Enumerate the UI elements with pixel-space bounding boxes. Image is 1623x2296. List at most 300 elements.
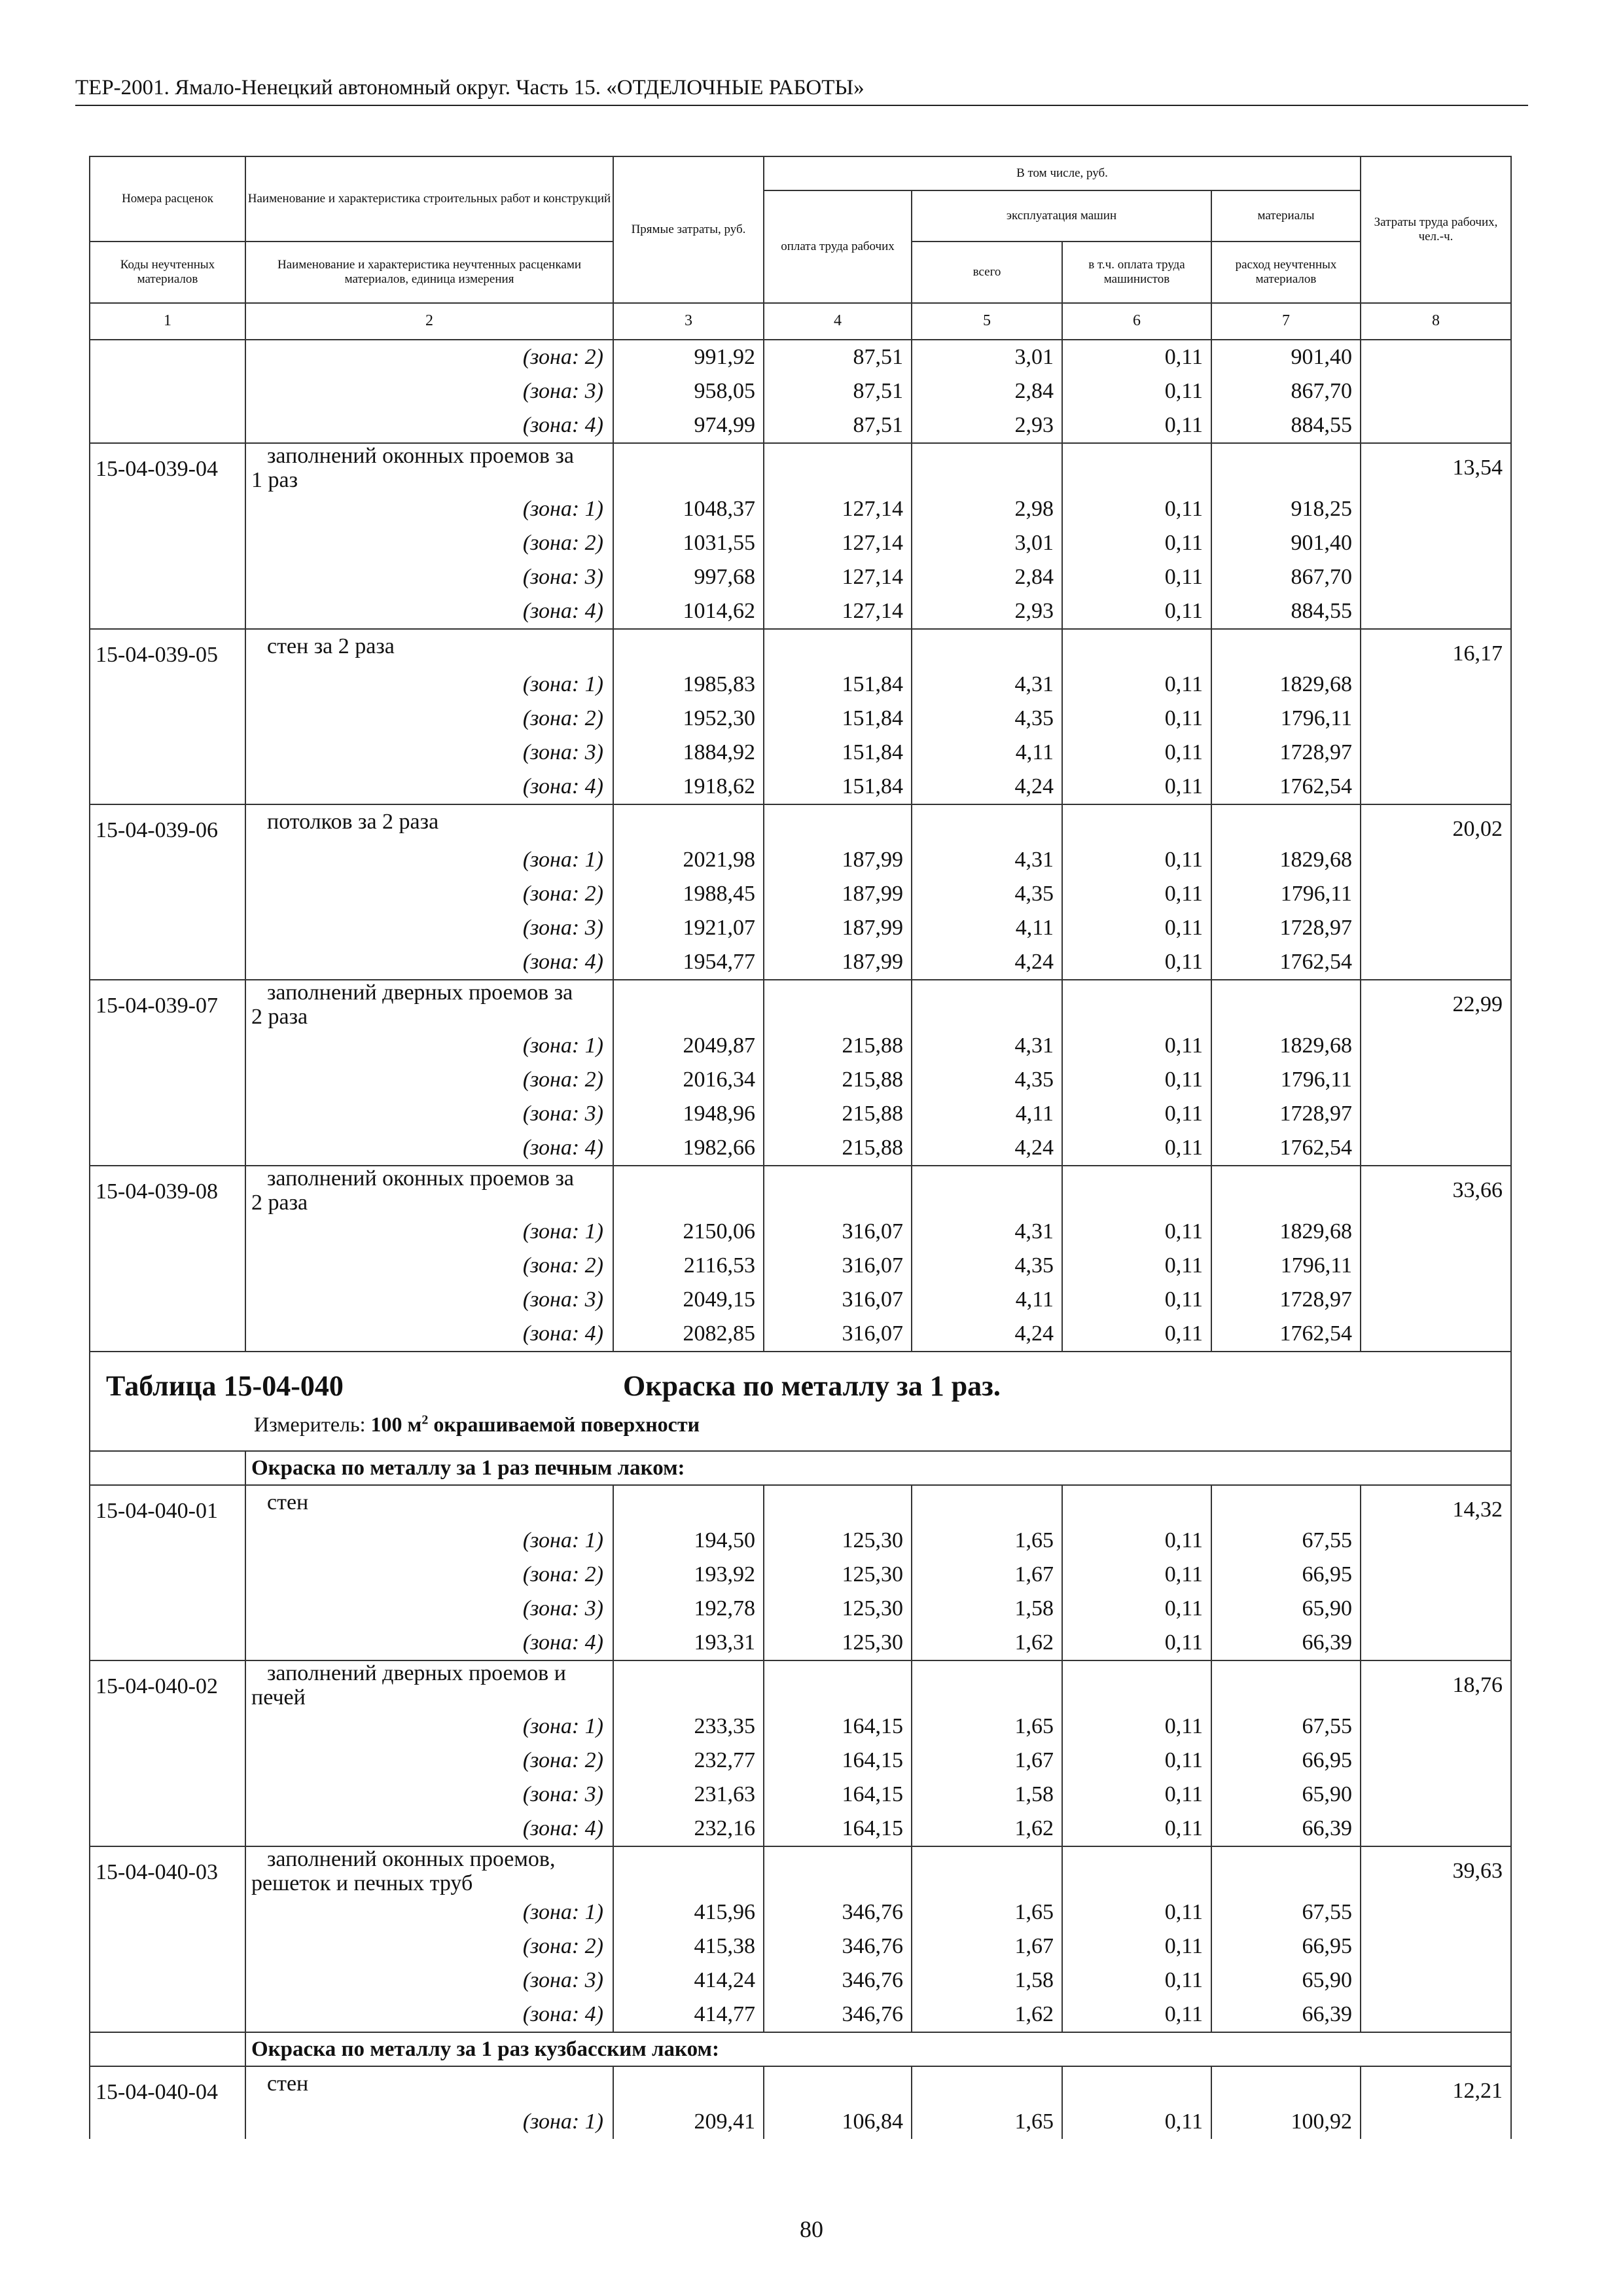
value-cell: 1796,11	[1211, 877, 1361, 911]
table-meter	[254, 1412, 700, 1437]
value-cell: 0,11	[1062, 408, 1211, 443]
empty-cell	[764, 1485, 912, 1524]
labor-cell-empty	[1361, 594, 1511, 629]
col-name: Наименование и характеристика строительных работ и конструкций	[245, 156, 613, 242]
value-cell: 0,11	[1062, 736, 1211, 770]
value-cell: 0,11	[1062, 1317, 1211, 1352]
col-number: 7	[1211, 303, 1361, 340]
value-cell: 901,40	[1211, 340, 1361, 374]
empty-cell	[1062, 1660, 1211, 1710]
value-cell: 1829,68	[1211, 843, 1361, 877]
zone-label: (зона: 3)	[245, 374, 613, 408]
value-cell: 0,11	[1062, 1558, 1211, 1592]
table-row	[90, 877, 1511, 911]
value-cell: 2049,15	[613, 1283, 764, 1317]
empty-cell	[1062, 804, 1211, 843]
rate-group-header	[90, 980, 1511, 1029]
zone-label: (зона: 2)	[245, 526, 613, 560]
value-cell: 4,35	[912, 1063, 1062, 1097]
labor-cell-empty	[1361, 1778, 1511, 1812]
empty-cell	[1211, 804, 1361, 843]
empty-cell	[1211, 629, 1361, 668]
value-cell: 0,11	[1062, 594, 1211, 629]
table-row	[90, 945, 1511, 980]
table-row	[90, 492, 1511, 526]
table-row	[90, 526, 1511, 560]
code-cell-empty	[90, 1778, 245, 1812]
value-cell: 66,95	[1211, 1929, 1361, 1964]
table-row	[90, 1063, 1511, 1097]
labor-cost: 12,21	[1361, 2066, 1511, 2105]
col-materials-consumption: расход неучтенных материалов	[1211, 242, 1361, 303]
zone-label: (зона: 3)	[245, 1778, 613, 1812]
code-cell-empty	[90, 594, 245, 629]
value-cell: 346,76	[764, 1929, 912, 1964]
table-row	[90, 1524, 1511, 1558]
zone-label: (зона: 1)	[245, 1710, 613, 1744]
empty-cell	[90, 1451, 245, 1485]
labor-cell-empty	[1361, 2105, 1511, 2139]
value-cell: 4,11	[912, 1283, 1062, 1317]
empty-cell	[613, 1166, 764, 1215]
zone-label: (зона: 1)	[245, 1895, 613, 1929]
value-cell: 316,07	[764, 1317, 912, 1352]
zone-label: (зона: 2)	[245, 1063, 613, 1097]
value-cell: 0,11	[1062, 340, 1211, 374]
subsection-row	[90, 1451, 1511, 1485]
rate-code: 15-04-040-04	[90, 2066, 245, 2105]
empty-cell	[613, 1846, 764, 1895]
labor-cell-empty	[1361, 1592, 1511, 1626]
value-cell: 187,99	[764, 945, 912, 980]
col-direct-costs: Прямые затраты, руб.	[613, 156, 764, 303]
rate-group-header	[90, 2066, 1511, 2105]
value-cell: 1829,68	[1211, 668, 1361, 702]
labor-cell-empty	[1361, 945, 1511, 980]
table-row	[90, 1710, 1511, 1744]
code-cell-empty	[90, 702, 245, 736]
labor-cell-empty	[1361, 1097, 1511, 1131]
value-cell: 2021,98	[613, 843, 764, 877]
value-cell: 215,88	[764, 1131, 912, 1166]
value-cell: 1,65	[912, 2105, 1062, 2139]
labor-cell-empty	[1361, 1812, 1511, 1846]
value-cell: 151,84	[764, 770, 912, 804]
value-cell: 232,16	[613, 1812, 764, 1846]
col-wages: оплата труда рабочих	[764, 190, 912, 303]
subsection-title: Окраска по металлу за 1 раз печным лаком:	[245, 1451, 1511, 1485]
table-row	[90, 1812, 1511, 1846]
value-cell: 65,90	[1211, 1592, 1361, 1626]
table-row	[90, 1998, 1511, 2032]
empty-cell	[613, 443, 764, 492]
zone-label: (зона: 4)	[245, 408, 613, 443]
code-cell-empty	[90, 1097, 245, 1131]
value-cell: 0,11	[1062, 945, 1211, 980]
value-cell: 1,67	[912, 1744, 1062, 1778]
labor-cost: 13,54	[1361, 443, 1511, 492]
value-cell: 4,31	[912, 1215, 1062, 1249]
code-cell-empty	[90, 1710, 245, 1744]
value-cell: 232,77	[613, 1744, 764, 1778]
empty-cell	[1211, 443, 1361, 492]
value-cell: 0,11	[1062, 492, 1211, 526]
table-row	[90, 1929, 1511, 1964]
labor-cell-empty	[1361, 374, 1511, 408]
value-cell: 0,11	[1062, 1812, 1211, 1846]
value-cell: 0,11	[1062, 1964, 1211, 1998]
value-cell: 0,11	[1062, 877, 1211, 911]
value-cell: 125,30	[764, 1626, 912, 1660]
empty-cell	[90, 2032, 245, 2066]
value-cell: 209,41	[613, 2105, 764, 2139]
value-cell: 125,30	[764, 1524, 912, 1558]
value-cell: 67,55	[1211, 1710, 1361, 1744]
value-cell: 2,93	[912, 594, 1062, 629]
zone-label: (зона: 2)	[245, 1558, 613, 1592]
value-cell: 164,15	[764, 1744, 912, 1778]
col-number: 8	[1361, 303, 1511, 340]
value-cell: 0,11	[1062, 1998, 1211, 2032]
value-cell: 1988,45	[613, 877, 764, 911]
value-cell: 164,15	[764, 1710, 912, 1744]
table-title-block	[90, 1352, 1510, 1450]
table-row	[90, 1964, 1511, 1998]
value-cell: 2,98	[912, 492, 1062, 526]
zone-label: (зона: 1)	[245, 1029, 613, 1063]
value-cell: 346,76	[764, 1895, 912, 1929]
empty-cell	[613, 980, 764, 1029]
table-row	[90, 374, 1511, 408]
code-cell-empty	[90, 770, 245, 804]
table-row	[90, 1778, 1511, 1812]
zone-label: (зона: 3)	[245, 1592, 613, 1626]
code-cell-empty	[90, 1929, 245, 1964]
labor-cell-empty	[1361, 526, 1511, 560]
col-machines-wages: в т.ч. оплата труда машинистов	[1062, 242, 1211, 303]
table-row	[90, 1626, 1511, 1660]
labor-cost: 33,66	[1361, 1166, 1511, 1215]
empty-cell	[1211, 1660, 1361, 1710]
subsection-row	[90, 2032, 1511, 2066]
value-cell: 1948,96	[613, 1097, 764, 1131]
value-cell: 415,38	[613, 1929, 764, 1964]
empty-cell	[912, 2066, 1062, 2105]
table-row	[90, 702, 1511, 736]
value-cell: 4,31	[912, 1029, 1062, 1063]
value-cell: 0,11	[1062, 526, 1211, 560]
rate-code: 15-04-039-06	[90, 804, 245, 843]
col-machines-total: всего	[912, 242, 1062, 303]
table-row	[90, 408, 1511, 443]
labor-cell-empty	[1361, 1524, 1511, 1558]
header-numbers-row	[90, 303, 1511, 340]
code-cell-empty	[90, 911, 245, 945]
zone-label: (зона: 2)	[245, 1744, 613, 1778]
value-cell: 164,15	[764, 1778, 912, 1812]
labor-cell-empty	[1361, 1029, 1511, 1063]
labor-cell-empty	[1361, 1710, 1511, 1744]
empty-cell	[912, 1166, 1062, 1215]
col-number: 1	[90, 303, 245, 340]
meter-sup: 2	[421, 1412, 429, 1427]
rate-group-header	[90, 443, 1511, 492]
value-cell: 0,11	[1062, 843, 1211, 877]
table-row	[90, 1895, 1511, 1929]
value-cell: 346,76	[764, 1964, 912, 1998]
value-cell: 67,55	[1211, 1524, 1361, 1558]
value-cell: 4,24	[912, 770, 1062, 804]
value-cell: 958,05	[613, 374, 764, 408]
value-cell: 1762,54	[1211, 770, 1361, 804]
value-cell: 1,67	[912, 1558, 1062, 1592]
value-cell: 2150,06	[613, 1215, 764, 1249]
value-cell: 2,84	[912, 560, 1062, 594]
rate-group-header	[90, 1485, 1511, 1524]
table-row	[90, 2105, 1511, 2139]
value-cell: 187,99	[764, 843, 912, 877]
value-cell: 127,14	[764, 594, 912, 629]
value-cell: 0,11	[1062, 1524, 1211, 1558]
empty-cell	[1062, 1485, 1211, 1524]
value-cell: 2116,53	[613, 1249, 764, 1283]
value-cell: 4,24	[912, 945, 1062, 980]
labor-cell-empty	[1361, 843, 1511, 877]
value-cell: 0,11	[1062, 770, 1211, 804]
empty-cell	[613, 2066, 764, 2105]
empty-cell	[764, 629, 912, 668]
code-cell-empty	[90, 1063, 245, 1097]
value-cell: 2082,85	[613, 1317, 764, 1352]
zone-label: (зона: 2)	[245, 340, 613, 374]
value-cell: 4,31	[912, 843, 1062, 877]
empty-cell	[764, 980, 912, 1029]
code-cell-empty	[90, 877, 245, 911]
rate-code: 15-04-040-02	[90, 1660, 245, 1710]
value-cell: 1762,54	[1211, 1317, 1361, 1352]
empty-cell	[1062, 2066, 1211, 2105]
zone-label: (зона: 4)	[245, 1998, 613, 2032]
rate-name-line2: 2 раза	[251, 1005, 308, 1029]
labor-cell-empty	[1361, 1998, 1511, 2032]
table-row	[90, 1249, 1511, 1283]
labor-cell-empty	[1361, 736, 1511, 770]
subsection-title: Окраска по металлу за 1 раз кузбасским лаком:	[245, 2032, 1511, 2066]
code-cell-empty	[90, 1895, 245, 1929]
value-cell: 316,07	[764, 1249, 912, 1283]
value-cell: 0,11	[1062, 911, 1211, 945]
value-cell: 0,11	[1062, 2105, 1211, 2139]
labor-cell-empty	[1361, 1249, 1511, 1283]
zone-label: (зона: 4)	[245, 594, 613, 629]
col-including: В том числе, руб.	[764, 156, 1361, 190]
value-cell: 194,50	[613, 1524, 764, 1558]
table-row	[90, 340, 1511, 374]
table-row	[90, 594, 1511, 629]
value-cell: 4,35	[912, 877, 1062, 911]
value-cell: 1982,66	[613, 1131, 764, 1166]
value-cell: 231,63	[613, 1778, 764, 1812]
rate-name-line1: стен	[267, 1490, 309, 1515]
labor-cost: 20,02	[1361, 804, 1511, 843]
value-cell: 0,11	[1062, 1626, 1211, 1660]
value-cell: 918,25	[1211, 492, 1361, 526]
value-cell: 2016,34	[613, 1063, 764, 1097]
value-cell: 1829,68	[1211, 1029, 1361, 1063]
empty-cell	[912, 629, 1062, 668]
labor-cell-empty	[1361, 408, 1511, 443]
value-cell: 1952,30	[613, 702, 764, 736]
rate-group-header	[90, 804, 1511, 843]
zone-label: (зона: 1)	[245, 668, 613, 702]
rate-name-cell	[245, 629, 613, 668]
rate-group-header	[90, 1660, 1511, 1710]
labor-cell-empty	[1361, 1895, 1511, 1929]
value-cell: 0,11	[1062, 702, 1211, 736]
meter-value-b: окрашиваемой поверхности	[428, 1412, 700, 1436]
value-cell: 127,14	[764, 492, 912, 526]
table-description: Окраска по металлу за 1 раз.	[623, 1370, 1001, 1402]
table-title-row	[90, 1352, 1511, 1451]
value-cell: 127,14	[764, 560, 912, 594]
value-cell: 193,31	[613, 1626, 764, 1660]
rates-table-wrapper	[89, 156, 1510, 2139]
table-row	[90, 668, 1511, 702]
labor-cell-empty	[1361, 668, 1511, 702]
zone-label: (зона: 4)	[245, 1131, 613, 1166]
value-cell: 65,90	[1211, 1964, 1361, 1998]
labor-cell-empty	[1361, 770, 1511, 804]
value-cell: 0,11	[1062, 1895, 1211, 1929]
zone-label: (зона: 3)	[245, 1283, 613, 1317]
header-rule	[75, 105, 1528, 106]
code-cell-empty	[90, 2105, 245, 2139]
value-cell: 2,93	[912, 408, 1062, 443]
value-cell: 151,84	[764, 736, 912, 770]
table-number: Таблица 15-04-040	[106, 1370, 344, 1402]
code-cell-empty	[90, 340, 245, 374]
value-cell: 0,11	[1062, 1097, 1211, 1131]
value-cell: 316,07	[764, 1215, 912, 1249]
rate-group-header	[90, 629, 1511, 668]
empty-cell	[1062, 1846, 1211, 1895]
value-cell: 414,77	[613, 1998, 764, 2032]
value-cell: 991,92	[613, 340, 764, 374]
running-header: ТЕР-2001. Ямало-Ненецкий автономный округ. Часть 15. «ОТДЕЛОЧНЫЕ РАБОТЫ»	[75, 76, 865, 99]
rate-name-line1: заполнений дверных проемов и	[267, 1661, 566, 1685]
zone-label: (зона: 1)	[245, 843, 613, 877]
labor-cost: 22,99	[1361, 980, 1511, 1029]
empty-cell	[764, 2066, 912, 2105]
table-row	[90, 1215, 1511, 1249]
value-cell: 1,65	[912, 1524, 1062, 1558]
labor-cell-empty	[1361, 1063, 1511, 1097]
value-cell: 1,62	[912, 1998, 1062, 2032]
code-cell-empty	[90, 668, 245, 702]
labor-cell-empty	[1361, 1744, 1511, 1778]
value-cell: 316,07	[764, 1283, 912, 1317]
code-cell-empty	[90, 408, 245, 443]
labor-cell-empty	[1361, 702, 1511, 736]
code-cell-empty	[90, 560, 245, 594]
value-cell: 0,11	[1062, 1744, 1211, 1778]
value-cell: 65,90	[1211, 1778, 1361, 1812]
rate-name-cell	[245, 980, 613, 1029]
value-cell: 1,62	[912, 1626, 1062, 1660]
value-cell: 4,11	[912, 1097, 1062, 1131]
labor-cell-empty	[1361, 1131, 1511, 1166]
empty-cell	[1062, 1166, 1211, 1215]
labor-cell-empty	[1361, 1626, 1511, 1660]
code-cell-empty	[90, 1249, 245, 1283]
table-row	[90, 1317, 1511, 1352]
code-cell-empty	[90, 1131, 245, 1166]
value-cell: 0,11	[1062, 1029, 1211, 1063]
value-cell: 4,35	[912, 1249, 1062, 1283]
value-cell: 87,51	[764, 340, 912, 374]
zone-label: (зона: 3)	[245, 1097, 613, 1131]
zone-label: (зона: 1)	[245, 1215, 613, 1249]
rate-name-line1: заполнений оконных проемов,	[267, 1847, 556, 1871]
value-cell: 100,92	[1211, 2105, 1361, 2139]
labor-cost: 39,63	[1361, 1846, 1511, 1895]
rate-name-cell	[245, 1660, 613, 1710]
rates-table	[89, 156, 1512, 2139]
empty-cell	[764, 1660, 912, 1710]
value-cell: 164,15	[764, 1812, 912, 1846]
col-name-materials: Наименование и характеристика неучтенных расценками материалов, единица измерения	[245, 242, 613, 303]
empty-cell	[764, 804, 912, 843]
value-cell: 4,11	[912, 911, 1062, 945]
value-cell: 125,30	[764, 1558, 912, 1592]
value-cell: 0,11	[1062, 1131, 1211, 1166]
page-number: 80	[800, 2216, 823, 2242]
value-cell: 0,11	[1062, 560, 1211, 594]
rate-code: 15-04-039-08	[90, 1166, 245, 1215]
value-cell: 0,11	[1062, 1249, 1211, 1283]
labor-cell-empty	[1361, 1283, 1511, 1317]
value-cell: 127,14	[764, 526, 912, 560]
empty-cell	[613, 629, 764, 668]
value-cell: 1048,37	[613, 492, 764, 526]
value-cell: 0,11	[1062, 668, 1211, 702]
labor-cost: 18,76	[1361, 1660, 1511, 1710]
meter-value	[371, 1412, 700, 1436]
zone-label: (зона: 4)	[245, 1317, 613, 1352]
value-cell: 215,88	[764, 1097, 912, 1131]
labor-cell-empty	[1361, 340, 1511, 374]
labor-cell-empty	[1361, 911, 1511, 945]
labor-cell-empty	[1361, 1929, 1511, 1964]
labor-cell-empty	[1361, 877, 1511, 911]
table-row	[90, 1029, 1511, 1063]
value-cell: 0,11	[1062, 1778, 1211, 1812]
empty-cell	[613, 1485, 764, 1524]
rate-name-line1: стен	[267, 2072, 309, 2096]
value-cell: 1829,68	[1211, 1215, 1361, 1249]
value-cell: 215,88	[764, 1063, 912, 1097]
value-cell: 901,40	[1211, 526, 1361, 560]
value-cell: 1954,77	[613, 945, 764, 980]
value-cell: 67,55	[1211, 1895, 1361, 1929]
rate-name-line1: заполнений оконных проемов за	[267, 444, 574, 468]
value-cell: 1,62	[912, 1812, 1062, 1846]
empty-cell	[912, 1660, 1062, 1710]
code-cell-empty	[90, 1317, 245, 1352]
empty-cell	[1211, 2066, 1361, 2105]
code-cell-empty	[90, 492, 245, 526]
rate-name-cell	[245, 804, 613, 843]
